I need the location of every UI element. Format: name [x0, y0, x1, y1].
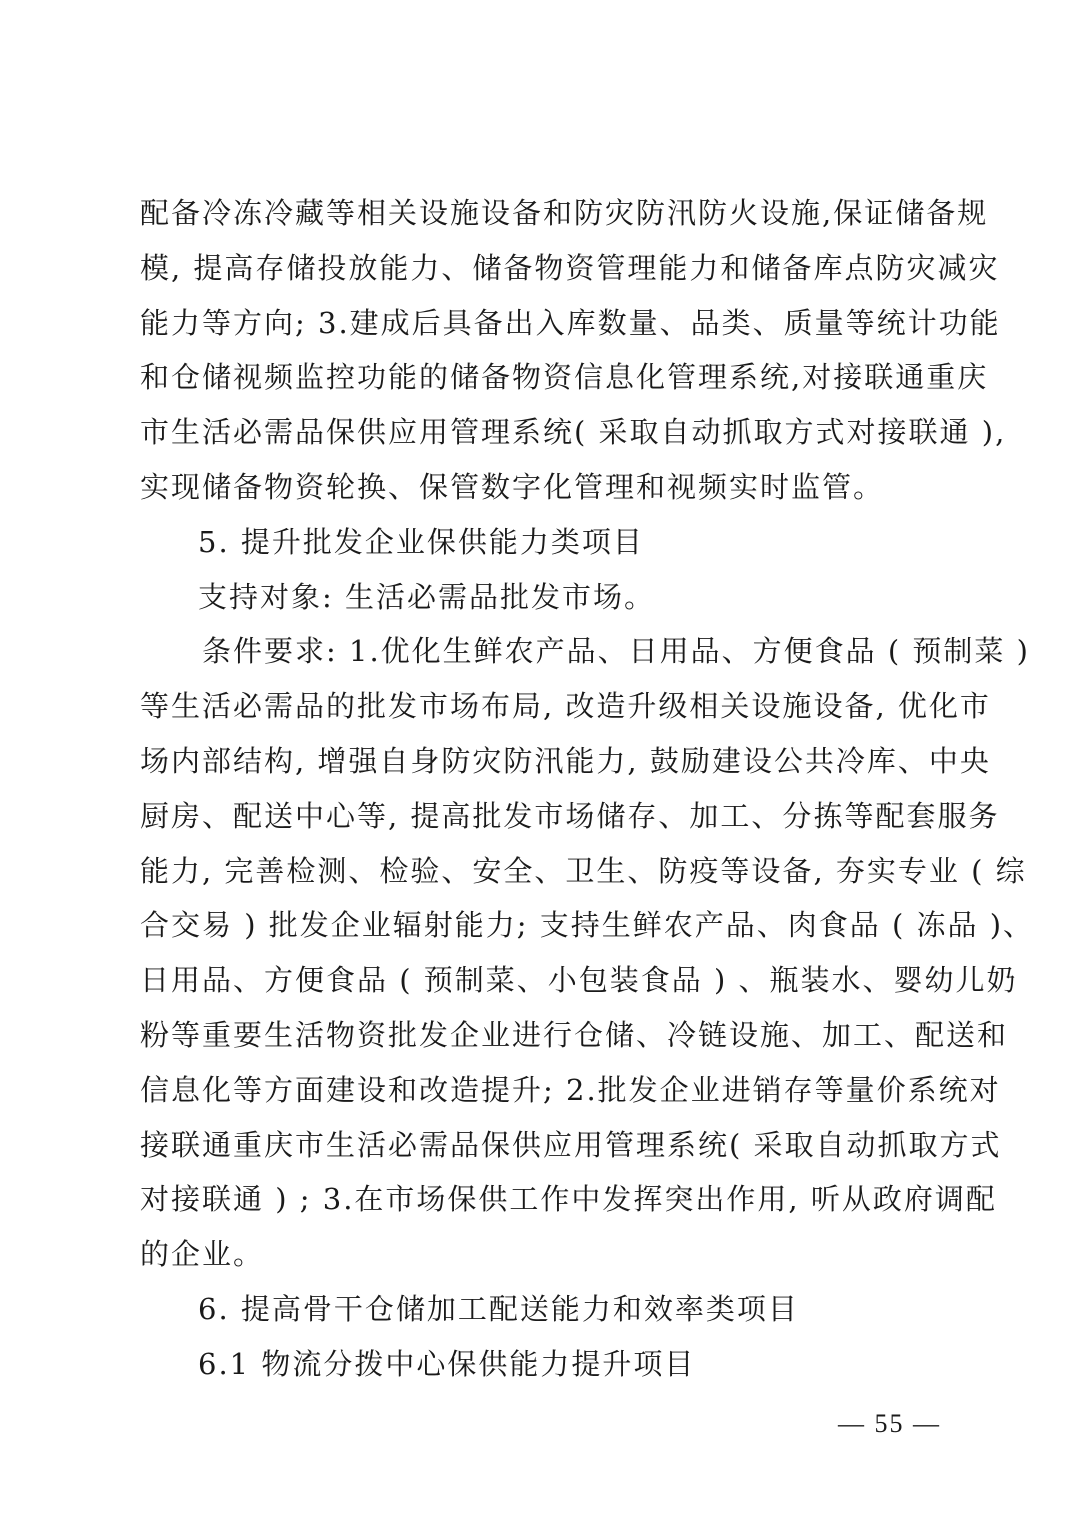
paragraph-wholesale-conditions — [140, 624, 1035, 1282]
text-line: 厨房、配送中心等, 提高批发市场储存、加工、分拣等配套服务 — [140, 798, 1000, 833]
text-line: 5. 提升批发企业保供能力类项目 — [198, 524, 644, 559]
text-line: 模, 提高存储投放能力、储备物资管理能力和储备库点防灾减灾 — [140, 250, 1000, 285]
section-heading-6-1 — [140, 1337, 936, 1392]
text-line: 市生活必需品保供应用管理系统( 采取自动抓取方式对接联通 ), — [140, 415, 1007, 450]
text-line: 能力等方向; 3.建成后具备出入库数量、品类、质量等统计功能 — [140, 305, 1001, 340]
text-line: 6. 提高骨干仓储加工配送能力和效率类项目 — [198, 1291, 799, 1326]
text-line: 粉等重要生活物资批发企业进行仓储、冷链设施、加工、配送和 — [140, 1017, 1009, 1052]
text-line: 的企业。 — [140, 1237, 265, 1272]
text-line: 6.1 物流分拨中心保供能力提升项目 — [198, 1346, 696, 1381]
paragraph-storage-conditions — [140, 186, 1007, 515]
text-line: 接联通重庆市生活必需品保供应用管理系统( 采取自动抓取方式 — [140, 1127, 1002, 1162]
text-line: 对接联通 ) ; 3.在市场保供工作中发挥突出作用, 听从政府调配 — [140, 1182, 997, 1217]
text-line: 能力, 完善检测、检验、安全、卫生、防疫等设备, 夯实专业 ( 综 — [140, 853, 1027, 888]
text-line: 等生活必需品的批发市场布局, 改造升级相关设施设备, 优化市 — [140, 689, 991, 724]
text-line: 支持对象: 生活必需品批发市场。 — [198, 579, 655, 614]
text-line: 信息化等方面建设和改造提升; 2.批发企业进销存等量价系统对 — [140, 1072, 1001, 1107]
document-body — [140, 186, 1035, 1392]
text-line: 条件要求: 1.优化生鲜农产品、日用品、方便食品 ( 预制菜 ) — [140, 634, 1030, 669]
text-line: 配备冷冻冷藏等相关设施设备和防灾防汛防火设施,保证储备规 — [140, 196, 989, 230]
page-number: — 55 — — [838, 1409, 941, 1438]
text-line: 实现储备物资轮换、保管数字化管理和视频实时监管。 — [140, 469, 885, 504]
text-line: 合交易 ) 批发企业辐射能力; 支持生鲜农产品、肉食品 ( 冻品 )、 — [140, 908, 1035, 943]
text-line: 日用品、方便食品 ( 预制菜、小包装食品 ) 、瓶装水、婴幼儿奶 — [140, 963, 1018, 998]
text-line: 场内部结构, 增强自身防灾防汛能力, 鼓励建设公共冷库、中央 — [140, 743, 991, 778]
text-line: 和仓储视频监控功能的储备物资信息化管理系统,对接联通重庆 — [140, 360, 989, 395]
paragraph-support-target — [140, 570, 936, 625]
section-heading-5 — [140, 515, 936, 570]
section-heading-6 — [140, 1282, 936, 1337]
